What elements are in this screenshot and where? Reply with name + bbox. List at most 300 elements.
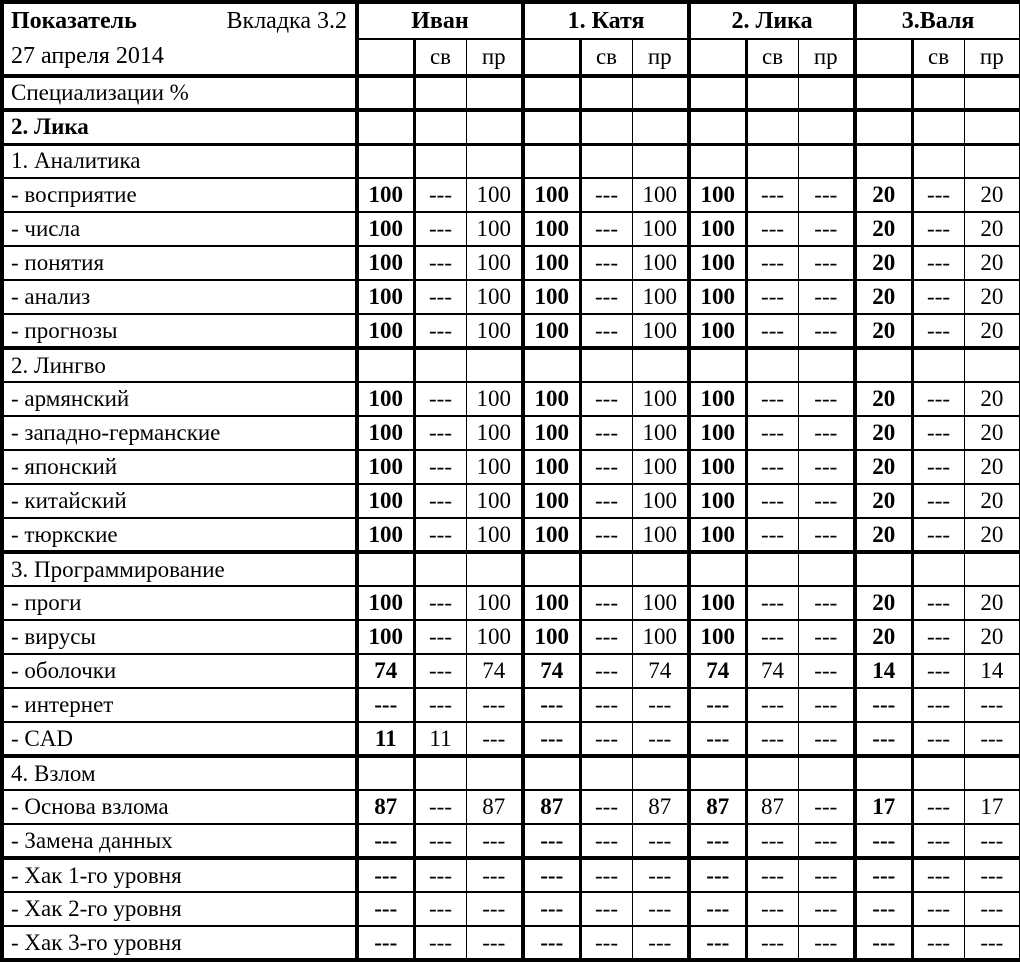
cell: 17 xyxy=(855,790,912,824)
cell: --- xyxy=(357,926,414,960)
cell: 100 xyxy=(632,586,689,620)
cell: 100 xyxy=(689,620,746,654)
cell: 14 xyxy=(855,654,912,688)
cell: --- xyxy=(414,484,466,518)
cell: --- xyxy=(632,926,689,960)
cell: --- xyxy=(798,620,855,654)
subcol-header-value-1 xyxy=(357,39,414,76)
cell xyxy=(414,552,466,586)
cell: --- xyxy=(798,518,855,552)
cell xyxy=(414,348,466,382)
cell: --- xyxy=(798,450,855,484)
cell: --- xyxy=(798,858,855,892)
cell: --- xyxy=(746,586,798,620)
cell: 100 xyxy=(632,484,689,518)
row-label: - восприятие xyxy=(2,178,357,212)
cell xyxy=(746,76,798,110)
cell: --- xyxy=(414,620,466,654)
cell: --- xyxy=(912,416,964,450)
cell xyxy=(523,552,580,586)
cell xyxy=(912,144,964,178)
cell: --- xyxy=(689,892,746,926)
cell: 100 xyxy=(523,246,580,280)
cell: 100 xyxy=(523,382,580,416)
cell: 100 xyxy=(632,314,689,348)
cell xyxy=(798,110,855,144)
date-label: 27 апреля 2014 xyxy=(11,43,164,69)
row-label: - числа xyxy=(2,212,357,246)
cell xyxy=(414,144,466,178)
cell: --- xyxy=(912,212,964,246)
cell xyxy=(580,110,632,144)
row-label: - анализ xyxy=(2,280,357,314)
cell: 20 xyxy=(964,518,1020,552)
cell: --- xyxy=(580,246,632,280)
cell: 20 xyxy=(855,586,912,620)
cell: --- xyxy=(580,790,632,824)
cell: 87 xyxy=(632,790,689,824)
cell xyxy=(466,348,523,382)
row-label: - Хак 2-го уровня xyxy=(2,892,357,926)
cell: --- xyxy=(912,246,964,280)
table-row xyxy=(2,518,1020,552)
table-row xyxy=(2,722,1020,756)
cell xyxy=(466,756,523,790)
cell: --- xyxy=(912,314,964,348)
cell: 100 xyxy=(357,246,414,280)
cell: --- xyxy=(414,382,466,416)
cell xyxy=(689,552,746,586)
cell: 100 xyxy=(357,280,414,314)
row-label: - японский xyxy=(2,450,357,484)
cell: 100 xyxy=(689,246,746,280)
cell xyxy=(689,110,746,144)
cell: --- xyxy=(466,926,523,960)
cell xyxy=(746,110,798,144)
cell xyxy=(964,552,1020,586)
cell: 100 xyxy=(466,518,523,552)
cell: --- xyxy=(414,280,466,314)
cell: --- xyxy=(466,892,523,926)
cell xyxy=(746,756,798,790)
cell: --- xyxy=(523,722,580,756)
cell: --- xyxy=(580,280,632,314)
header-row-names xyxy=(2,2,1020,39)
cell xyxy=(632,552,689,586)
cell: --- xyxy=(632,892,689,926)
row-label: - оболочки xyxy=(2,654,357,688)
cell: --- xyxy=(855,688,912,722)
cell xyxy=(689,756,746,790)
cell: 100 xyxy=(357,212,414,246)
cell: 11 xyxy=(357,722,414,756)
cell: --- xyxy=(689,688,746,722)
table-row xyxy=(2,858,1020,892)
cell: --- xyxy=(580,586,632,620)
table-row xyxy=(2,280,1020,314)
cell: --- xyxy=(414,212,466,246)
cell: --- xyxy=(580,416,632,450)
cell: --- xyxy=(798,790,855,824)
cell: --- xyxy=(964,926,1020,960)
cell: --- xyxy=(414,178,466,212)
cell: 100 xyxy=(632,620,689,654)
cell: --- xyxy=(632,688,689,722)
cell: --- xyxy=(912,722,964,756)
cell xyxy=(357,110,414,144)
cell xyxy=(964,348,1020,382)
cell: --- xyxy=(798,246,855,280)
table-row xyxy=(2,824,1020,858)
table-row xyxy=(2,790,1020,824)
cell: --- xyxy=(414,654,466,688)
cell: 100 xyxy=(689,314,746,348)
table-row xyxy=(2,76,1020,110)
cell: --- xyxy=(855,926,912,960)
cell: --- xyxy=(523,892,580,926)
cell: 74 xyxy=(466,654,523,688)
cell: --- xyxy=(689,926,746,960)
row-label: 4. Взлом xyxy=(2,756,357,790)
cell xyxy=(523,144,580,178)
cell xyxy=(746,144,798,178)
cell: --- xyxy=(689,858,746,892)
cell xyxy=(523,110,580,144)
cell: --- xyxy=(414,892,466,926)
cell: --- xyxy=(855,892,912,926)
cell: 100 xyxy=(689,484,746,518)
cell: 100 xyxy=(689,382,746,416)
subcol-header-pr-2: пр xyxy=(632,39,689,76)
group-header-2: 1. Катя xyxy=(523,2,689,39)
cell: 20 xyxy=(855,382,912,416)
cell xyxy=(523,756,580,790)
cell xyxy=(798,348,855,382)
table-row xyxy=(2,484,1020,518)
cell: --- xyxy=(580,212,632,246)
cell: 100 xyxy=(523,484,580,518)
table-row xyxy=(2,314,1020,348)
table-row xyxy=(2,586,1020,620)
row-label: - Замена данных xyxy=(2,824,357,858)
cell: 74 xyxy=(689,654,746,688)
cell: --- xyxy=(912,518,964,552)
subcol-header-sv-2: св xyxy=(580,39,632,76)
group-header-3: 2. Лика xyxy=(689,2,855,39)
cell: --- xyxy=(912,654,964,688)
cell: 100 xyxy=(523,178,580,212)
table-row xyxy=(2,212,1020,246)
cell xyxy=(912,76,964,110)
cell: 20 xyxy=(964,484,1020,518)
cell: 100 xyxy=(466,280,523,314)
row-label: - CAD xyxy=(2,722,357,756)
cell: --- xyxy=(798,586,855,620)
cell: 100 xyxy=(632,518,689,552)
cell: 20 xyxy=(855,450,912,484)
cell xyxy=(798,76,855,110)
cell: --- xyxy=(798,722,855,756)
row-label: - западно-германские xyxy=(2,416,357,450)
cell: 100 xyxy=(357,586,414,620)
cell: 100 xyxy=(689,212,746,246)
cell xyxy=(580,348,632,382)
cell: 74 xyxy=(357,654,414,688)
cell: 20 xyxy=(855,280,912,314)
subcol-header-sv-4: св xyxy=(912,39,964,76)
cell xyxy=(964,756,1020,790)
cell xyxy=(746,348,798,382)
cell: --- xyxy=(689,824,746,858)
cell: 20 xyxy=(855,620,912,654)
cell: 100 xyxy=(632,416,689,450)
cell: 74 xyxy=(746,654,798,688)
cell: 100 xyxy=(466,314,523,348)
cell: 100 xyxy=(632,280,689,314)
row-label: - вирусы xyxy=(2,620,357,654)
cell: --- xyxy=(580,620,632,654)
cell: 100 xyxy=(357,382,414,416)
cell xyxy=(580,552,632,586)
cell xyxy=(466,76,523,110)
cell: --- xyxy=(414,688,466,722)
cell: 20 xyxy=(855,178,912,212)
cell: 87 xyxy=(523,790,580,824)
cell: --- xyxy=(798,654,855,688)
cell xyxy=(912,110,964,144)
row-label: - прогнозы xyxy=(2,314,357,348)
cell: 17 xyxy=(964,790,1020,824)
row-label: - китайский xyxy=(2,484,357,518)
table-row xyxy=(2,144,1020,178)
cell: 74 xyxy=(523,654,580,688)
cell: 100 xyxy=(466,382,523,416)
cell: 100 xyxy=(357,314,414,348)
cell: 100 xyxy=(466,484,523,518)
row-label: - понятия xyxy=(2,246,357,280)
table-row xyxy=(2,688,1020,722)
cell: --- xyxy=(632,858,689,892)
cell xyxy=(855,76,912,110)
cell xyxy=(632,756,689,790)
cell xyxy=(798,144,855,178)
cell xyxy=(414,110,466,144)
cell xyxy=(689,144,746,178)
cell: --- xyxy=(912,586,964,620)
row-label: - Основа взлома xyxy=(2,790,357,824)
cell: --- xyxy=(580,654,632,688)
cell: --- xyxy=(746,858,798,892)
cell: --- xyxy=(746,926,798,960)
cell: --- xyxy=(466,858,523,892)
cell: --- xyxy=(912,620,964,654)
cell: 20 xyxy=(964,246,1020,280)
cell: 87 xyxy=(746,790,798,824)
cell: 100 xyxy=(357,620,414,654)
cell: --- xyxy=(580,314,632,348)
cell: --- xyxy=(746,246,798,280)
subcol-header-sv-3: св xyxy=(746,39,798,76)
cell: --- xyxy=(912,858,964,892)
cell: --- xyxy=(746,280,798,314)
cell: 100 xyxy=(523,280,580,314)
cell: 100 xyxy=(523,416,580,450)
cell: --- xyxy=(580,178,632,212)
cell: --- xyxy=(912,926,964,960)
cell: 20 xyxy=(964,382,1020,416)
subcol-header-pr-3: пр xyxy=(798,39,855,76)
cell: 20 xyxy=(964,212,1020,246)
cell xyxy=(855,110,912,144)
cell: 100 xyxy=(466,586,523,620)
cell: --- xyxy=(798,280,855,314)
cell: --- xyxy=(964,858,1020,892)
cell xyxy=(912,348,964,382)
cell: --- xyxy=(912,892,964,926)
cell: --- xyxy=(523,688,580,722)
cell: 20 xyxy=(964,280,1020,314)
cell: --- xyxy=(357,892,414,926)
cell: 100 xyxy=(357,178,414,212)
table-row xyxy=(2,892,1020,926)
cell: --- xyxy=(746,314,798,348)
cell xyxy=(632,110,689,144)
cell: --- xyxy=(798,824,855,858)
cell: --- xyxy=(855,858,912,892)
cell: --- xyxy=(746,688,798,722)
cell xyxy=(357,552,414,586)
cell: 20 xyxy=(964,450,1020,484)
cell: --- xyxy=(414,824,466,858)
table-title: Показатель xyxy=(11,8,137,34)
cell: 100 xyxy=(689,518,746,552)
row-label: - интернет xyxy=(2,688,357,722)
cell: 11 xyxy=(414,722,466,756)
cell: --- xyxy=(912,824,964,858)
cell: 100 xyxy=(632,450,689,484)
cell: --- xyxy=(580,926,632,960)
cell: --- xyxy=(523,858,580,892)
cell: --- xyxy=(414,858,466,892)
cell: 100 xyxy=(523,518,580,552)
cell: 87 xyxy=(466,790,523,824)
cell: --- xyxy=(580,858,632,892)
cell: 100 xyxy=(466,212,523,246)
cell: --- xyxy=(855,824,912,858)
cell: --- xyxy=(414,450,466,484)
cell: --- xyxy=(746,416,798,450)
table-row xyxy=(2,756,1020,790)
cell xyxy=(580,76,632,110)
cell: --- xyxy=(689,722,746,756)
cell: --- xyxy=(632,824,689,858)
cell: 20 xyxy=(964,178,1020,212)
row-label: - тюркские xyxy=(2,518,357,552)
tab-label: Вкладка 3.2 xyxy=(226,8,347,34)
table-row xyxy=(2,348,1020,382)
cell: 100 xyxy=(523,212,580,246)
cell: --- xyxy=(912,450,964,484)
cell: --- xyxy=(798,484,855,518)
cell: --- xyxy=(798,892,855,926)
cell: --- xyxy=(414,246,466,280)
cell xyxy=(632,144,689,178)
cell: 20 xyxy=(855,518,912,552)
table-row xyxy=(2,382,1020,416)
cell xyxy=(964,76,1020,110)
cell xyxy=(798,552,855,586)
cell: 100 xyxy=(523,586,580,620)
cell: --- xyxy=(746,722,798,756)
cell: --- xyxy=(746,620,798,654)
cell: 87 xyxy=(357,790,414,824)
cell: --- xyxy=(746,518,798,552)
cell: 20 xyxy=(964,416,1020,450)
cell: --- xyxy=(912,484,964,518)
cell: 100 xyxy=(689,416,746,450)
cell: 100 xyxy=(466,416,523,450)
cell: 20 xyxy=(964,586,1020,620)
cell: --- xyxy=(580,892,632,926)
row-label: - армянский xyxy=(2,382,357,416)
cell: --- xyxy=(746,450,798,484)
cell: 100 xyxy=(466,246,523,280)
cell xyxy=(855,144,912,178)
cell: --- xyxy=(798,382,855,416)
cell: --- xyxy=(746,178,798,212)
cell: --- xyxy=(912,280,964,314)
cell: --- xyxy=(746,212,798,246)
cell: --- xyxy=(746,484,798,518)
cell xyxy=(798,756,855,790)
cell: --- xyxy=(466,688,523,722)
cell: --- xyxy=(580,518,632,552)
table-row xyxy=(2,416,1020,450)
cell: 20 xyxy=(855,314,912,348)
cell: --- xyxy=(798,212,855,246)
cell: --- xyxy=(414,586,466,620)
cell: --- xyxy=(414,790,466,824)
cell xyxy=(912,756,964,790)
cell xyxy=(414,756,466,790)
table-row xyxy=(2,450,1020,484)
cell: 100 xyxy=(632,246,689,280)
cell: 100 xyxy=(689,450,746,484)
subcol-header-value-3 xyxy=(689,39,746,76)
cell xyxy=(855,552,912,586)
cell: 20 xyxy=(855,416,912,450)
cell: 100 xyxy=(632,382,689,416)
cell xyxy=(466,110,523,144)
cell: 100 xyxy=(523,450,580,484)
table-row xyxy=(2,926,1020,960)
subcol-header-pr-4: пр xyxy=(964,39,1020,76)
cell: --- xyxy=(798,688,855,722)
cell: 100 xyxy=(689,280,746,314)
cell: 20 xyxy=(855,484,912,518)
cell: --- xyxy=(414,416,466,450)
table-row xyxy=(2,654,1020,688)
cell: --- xyxy=(523,926,580,960)
cell: --- xyxy=(912,790,964,824)
cell: --- xyxy=(964,722,1020,756)
cell: 20 xyxy=(964,314,1020,348)
cell: --- xyxy=(580,450,632,484)
cell xyxy=(580,144,632,178)
cell: --- xyxy=(855,722,912,756)
subcol-header-sv-1: св xyxy=(414,39,466,76)
cell xyxy=(414,76,466,110)
